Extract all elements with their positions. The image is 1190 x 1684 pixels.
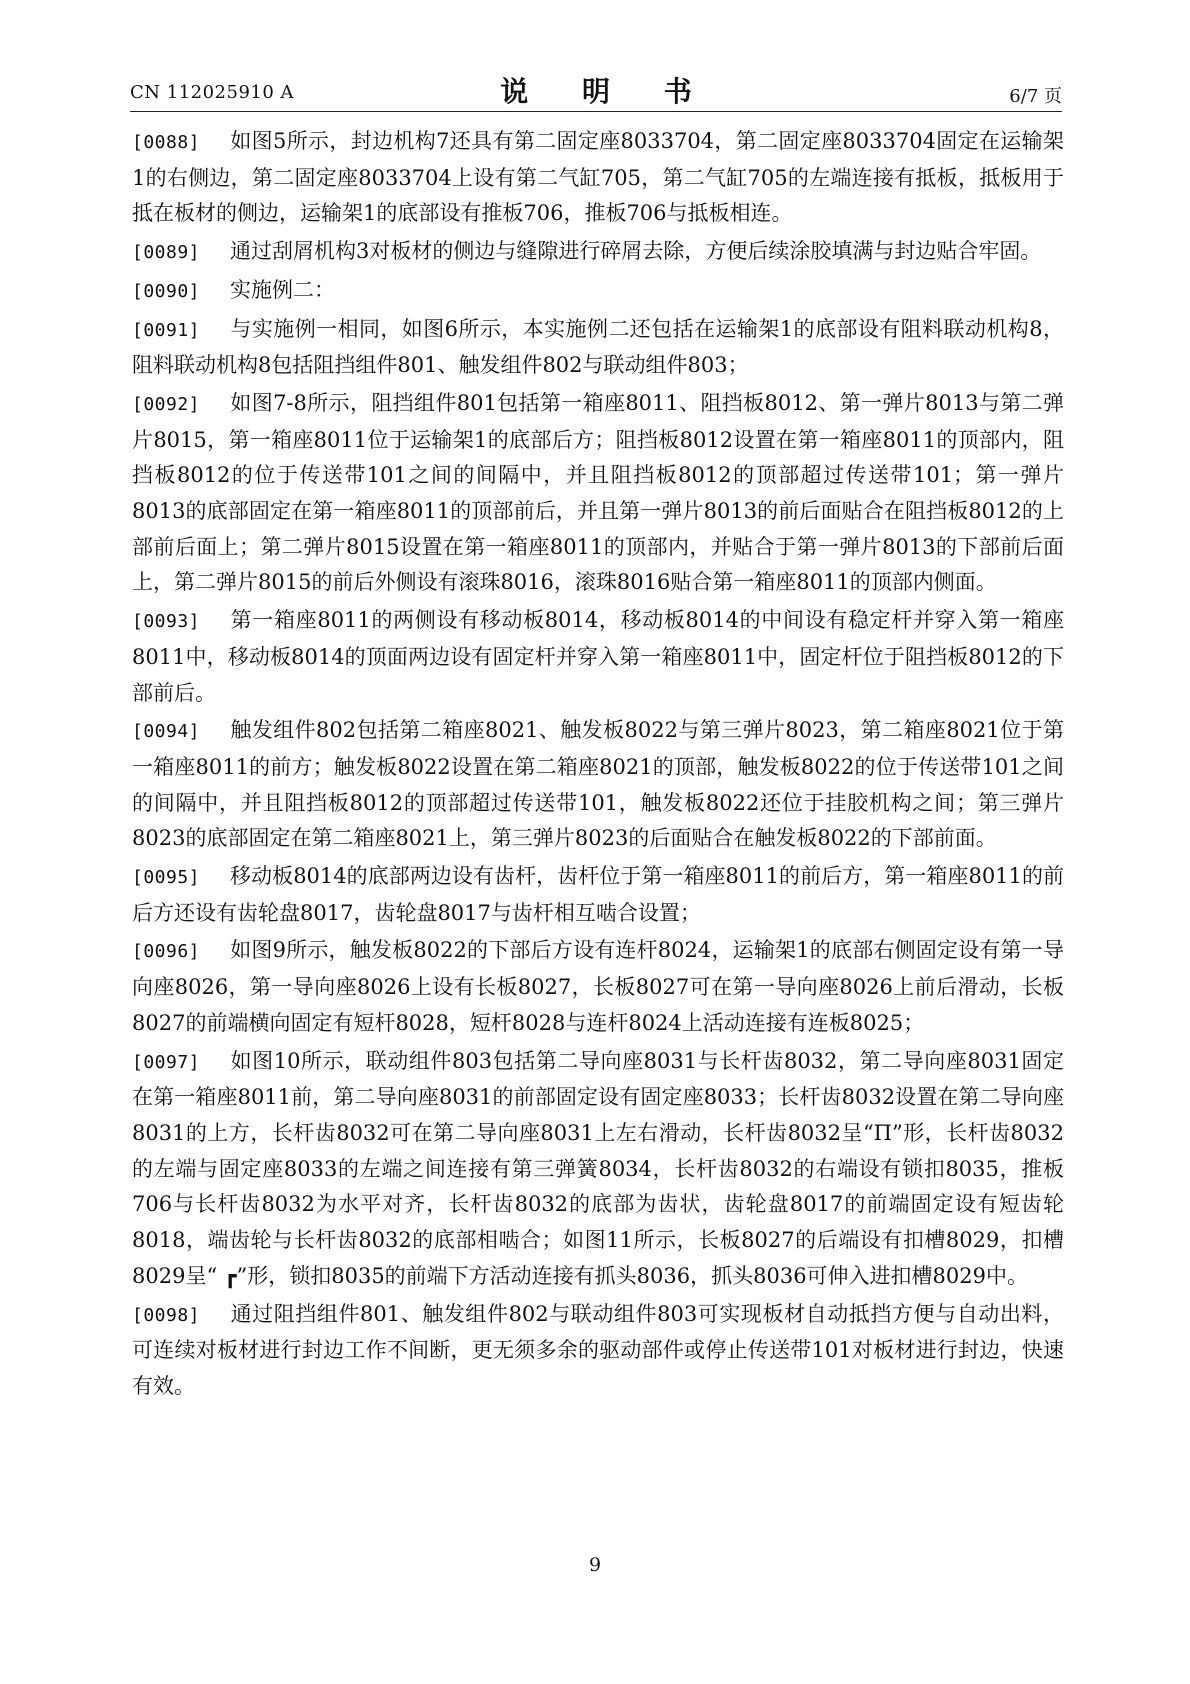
paragraph-text: 第一箱座8011的两侧设有移动板8014，移动板8014的中间设有稳定杆并穿入第一箱座8011中，移动板8014的顶面两边设有固定杆并穿入第一箱座8011中，固定杆位于阻挡板8012的下部前后。 <box>132 608 1064 705</box>
paragraph-number: [0091] <box>132 319 201 341</box>
document-title: 说 明 书 <box>500 75 714 108</box>
paragraph-number: [0097] <box>132 1051 201 1073</box>
paragraph <box>132 234 1064 271</box>
paragraph-text: 触发组件802包括第二箱座8021、触发板8022与第三弹片8023，第二箱座8021位于第一箱座8011的前方；触发板8022设置在第二箱座8021的顶部，触发板8022的位于传送带101之间的间隔中，并且阻挡板8012的顶部超过传送带101，触发板8022还位于挂胶机构之间；第三弹片8023的底部固定在第二箱座8021上，第三弹片8023的后面贴合在触发板8022的下部前面。 <box>132 718 1064 851</box>
paragraph-number: [0092] <box>132 393 201 415</box>
paragraph-number: [0095] <box>132 867 201 889</box>
paragraph-number: [0090] <box>132 280 201 302</box>
paragraph <box>132 124 1064 232</box>
paragraph-number: [0089] <box>132 242 201 264</box>
paragraph <box>132 859 1064 931</box>
paragraph-number: [0096] <box>132 941 201 963</box>
page-number: 9 <box>588 1554 602 1576</box>
paragraph <box>132 1044 1064 1295</box>
paragraph-number: [0098] <box>132 1304 201 1326</box>
paragraph <box>132 1297 1064 1405</box>
paragraph-text: 通过阻挡组件801、触发组件802与联动组件803可实现板材自动抵挡方便与自动出料，可连续对板材进行封边工作不间断，更无须多余的驱动部件或停止传送带101对板材进行封边，快速有效。 <box>132 1301 1064 1398</box>
paragraph-text: 如图7-8所示，阻挡组件801包括第一箱座8011、阻挡板8012、第一弹片8013与第二弹片8015，第一箱座8011位于运输架1的底部后方；阻挡板8012设置在第一箱座8011的顶部内，阻挡板8012的位于传送带101之间的间隔中，并且阻挡板8012的顶部超过传送带101；第一弹片8013的底部固定在第一箱座8011的顶部前后，并且第一弹片8013的前后面贴合在阻挡板8012的上部前后面上；第二弹片8015设置在第一箱座8011的顶部内，并贴合于第一弹片8013的下部前后面上，第二弹片8015的前后外侧设有滚珠8016，滚珠8016贴合第一箱座8011的顶部内侧面。 <box>132 390 1064 595</box>
paragraph-text: 如图9所示，触发板8022的下部后方设有连杆8024，运输架1的底部右侧固定设有第一导向座8026，第一导向座8026上设有长板8027，长板8027可在第一导向座8026上前后滑动，长板8027的前端横向固定有短杆8028，短杆8028与连杆8024上活动连接有连板8025； <box>132 938 1064 1035</box>
document-body <box>132 124 1064 1407</box>
paragraph-text: 实施例二： <box>230 277 335 302</box>
page-indicator: 6/7 页 <box>1009 86 1062 107</box>
page-header <box>130 66 1062 110</box>
paragraph <box>132 273 1064 310</box>
publication-number: CN 112025910 A <box>130 82 295 103</box>
paragraph-number: [0094] <box>132 721 201 743</box>
paragraph-text: 通过刮屑机构3对板材的侧边与缝隙进行碎屑去除，方便后续涂胶填满与封边贴合牢固。 <box>230 239 1042 264</box>
paragraph-text: 如图10所示，联动组件803包括第二导向座8031与长杆齿8032，第二导向座8031固定在第一箱座8011前，第二导向座8031的前部固定设有固定座8033；长杆齿8032设置在第二导向座8031的上方，长杆齿8032可在第二导向座8031上左右滑动，长杆齿8032呈“Π”形，长杆齿8032的左端与固定座8033的左端之间连接有第三弹簧8034，长杆齿8032的右端设有锁扣8035，推板706与长杆齿8032为水平对齐，长杆齿8032的底部为齿状，齿轮盘8017的前端固定设有短齿轮8018，端齿轮与长杆齿8032的底部相啮合；如图11所示，长板8027的后端设有扣槽8029，扣槽8029呈“ ┏”形，锁扣8035的前端下方活动连接有抓头8036，抓头8036可伸入进扣槽8029中。 <box>132 1048 1064 1288</box>
paragraph <box>132 603 1064 711</box>
paragraph-number: [0093] <box>132 611 201 633</box>
paragraph-number: [0088] <box>132 132 201 153</box>
paragraph-text: 如图5所示，封边机构7还具有第二固定座8033704，第二固定座8033704固定在运输架1的右侧边，第二固定座8033704上设有第二气缸705，第二气缸705的左端连接有抵板，抵板用于抵在板材的侧边，运输架1的底部设有推板706，推板706与抵板相连。 <box>132 129 1064 226</box>
paragraph <box>132 312 1064 384</box>
paragraph <box>132 713 1064 857</box>
paragraph <box>132 933 1064 1041</box>
paragraph <box>132 386 1064 601</box>
paragraph-text: 移动板8014的底部两边设有齿杆，齿杆位于第一箱座8011的前后方，第一箱座8011的前后方还设有齿轮盘8017，齿轮盘8017与齿杆相互啮合设置； <box>132 864 1064 925</box>
header-divider <box>130 111 1062 112</box>
paragraph-text: 与实施例一相同，如图6所示，本实施例二还包括在运输架1的底部设有阻料联动机构8，阻料联动机构8包括阻挡组件801、触发组件802与联动组件803； <box>132 316 1064 378</box>
